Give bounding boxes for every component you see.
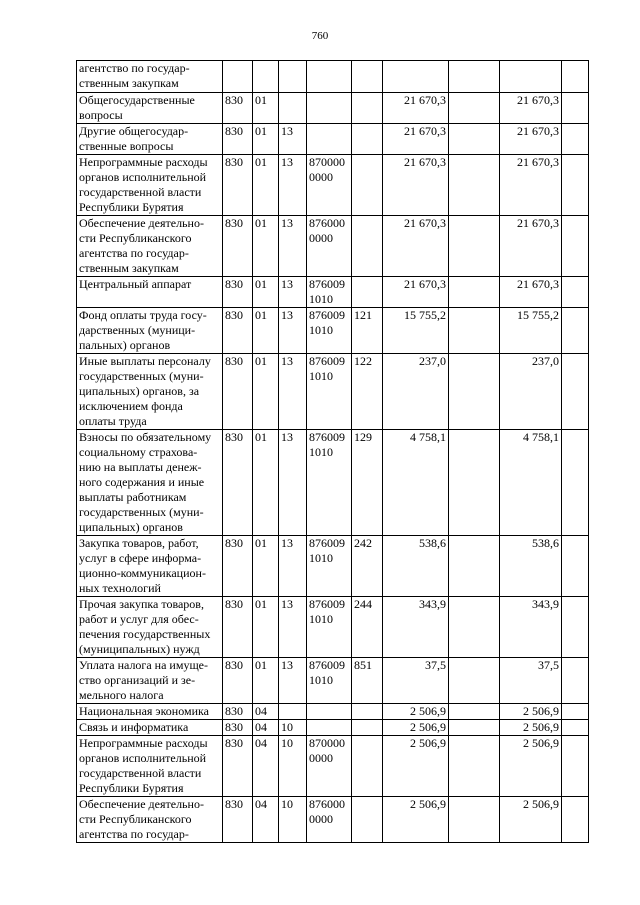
empty-cell xyxy=(449,61,500,93)
gr-cell: 830 xyxy=(223,658,253,704)
gr-cell: 830 xyxy=(223,124,253,155)
vr-cell xyxy=(352,704,383,720)
gr-cell: 830 xyxy=(223,736,253,797)
pr-cell: 13 xyxy=(279,216,307,277)
empty-cell xyxy=(562,797,589,843)
empty-cell xyxy=(562,124,589,155)
csr-cell: 870000 0000 xyxy=(307,736,352,797)
gr-cell: 830 xyxy=(223,430,253,536)
amount-total-cell: 21 670,3 xyxy=(500,93,562,124)
amount-total-cell: 37,5 xyxy=(500,658,562,704)
vr-cell: 851 xyxy=(352,658,383,704)
empty-cell xyxy=(449,124,500,155)
amount-total-cell: 4 758,1 xyxy=(500,430,562,536)
empty-cell xyxy=(449,430,500,536)
rz-cell: 01 xyxy=(253,155,279,216)
empty-cell xyxy=(562,720,589,736)
row-name-cell: Национальная экономика xyxy=(77,704,223,720)
row-name-cell: агентство по государ- ственным закупкам xyxy=(77,61,223,93)
empty-cell xyxy=(562,736,589,797)
csr-cell: 876000 0000 xyxy=(307,216,352,277)
empty-cell xyxy=(449,736,500,797)
vr-cell xyxy=(352,124,383,155)
pr-cell: 13 xyxy=(279,354,307,430)
amount-total-cell: 21 670,3 xyxy=(500,216,562,277)
gr-cell: 830 xyxy=(223,354,253,430)
vr-cell xyxy=(352,216,383,277)
csr-cell: 876000 0000 xyxy=(307,797,352,843)
vr-cell xyxy=(352,736,383,797)
pr-cell xyxy=(279,61,307,93)
vr-cell xyxy=(352,93,383,124)
table-row xyxy=(77,354,589,430)
csr-cell xyxy=(307,124,352,155)
rz-cell: 01 xyxy=(253,597,279,658)
pr-cell: 13 xyxy=(279,430,307,536)
amount-total-cell: 21 670,3 xyxy=(500,277,562,308)
row-name-cell: Другие общегосудар- ственные вопросы xyxy=(77,124,223,155)
amount-cell: 21 670,3 xyxy=(383,155,449,216)
empty-cell xyxy=(562,155,589,216)
empty-cell xyxy=(449,658,500,704)
amount-total-cell: 21 670,3 xyxy=(500,155,562,216)
amount-cell: 2 506,9 xyxy=(383,736,449,797)
amount-cell: 237,0 xyxy=(383,354,449,430)
amount-total-cell: 2 506,9 xyxy=(500,720,562,736)
table-body xyxy=(77,61,589,843)
pr-cell: 13 xyxy=(279,536,307,597)
csr-cell xyxy=(307,93,352,124)
empty-cell xyxy=(562,430,589,536)
amount-total-cell: 21 670,3 xyxy=(500,124,562,155)
csr-cell: 876009 1010 xyxy=(307,597,352,658)
pr-cell: 13 xyxy=(279,658,307,704)
row-name-cell: Уплата налога на имуще- ство организаций и зе- мельного налога xyxy=(77,658,223,704)
row-name-cell: Фонд оплаты труда госу- дарственных (муници- пальных) органов xyxy=(77,308,223,354)
empty-cell xyxy=(449,536,500,597)
csr-cell: 876009 1010 xyxy=(307,536,352,597)
row-name-cell: Закупка товаров, работ, услуг в сфере информа- ционно-коммуникацион- ных технологий xyxy=(77,536,223,597)
gr-cell xyxy=(223,61,253,93)
amount-cell xyxy=(383,61,449,93)
empty-cell xyxy=(562,93,589,124)
empty-cell xyxy=(562,704,589,720)
empty-cell xyxy=(449,704,500,720)
row-name-cell: Общегосударственные вопросы xyxy=(77,93,223,124)
rz-cell: 01 xyxy=(253,277,279,308)
pr-cell xyxy=(279,704,307,720)
csr-cell: 876009 1010 xyxy=(307,658,352,704)
amount-cell: 21 670,3 xyxy=(383,124,449,155)
budget-table xyxy=(76,60,589,843)
rz-cell: 04 xyxy=(253,797,279,843)
row-name-cell: Взносы по обязательному социальному страхова- нию на выплаты денеж- ного содержания и иные выплаты работникам государственных (муни- ципальных) органов xyxy=(77,430,223,536)
empty-cell xyxy=(449,308,500,354)
rz-cell xyxy=(253,61,279,93)
gr-cell: 830 xyxy=(223,704,253,720)
table-row xyxy=(77,536,589,597)
empty-cell xyxy=(449,93,500,124)
row-name-cell: Непрограммные расходы органов исполнительной государственной власти Республики Бурятия xyxy=(77,736,223,797)
table-row xyxy=(77,597,589,658)
row-name-cell: Связь и информатика xyxy=(77,720,223,736)
vr-cell: 121 xyxy=(352,308,383,354)
csr-cell xyxy=(307,704,352,720)
amount-total-cell: 2 506,9 xyxy=(500,704,562,720)
amount-cell: 2 506,9 xyxy=(383,704,449,720)
table-row xyxy=(77,216,589,277)
empty-cell xyxy=(449,797,500,843)
amount-cell: 21 670,3 xyxy=(383,216,449,277)
amount-cell: 2 506,9 xyxy=(383,797,449,843)
pr-cell: 10 xyxy=(279,736,307,797)
rz-cell: 04 xyxy=(253,704,279,720)
table-row xyxy=(77,720,589,736)
amount-cell: 538,6 xyxy=(383,536,449,597)
gr-cell: 830 xyxy=(223,720,253,736)
gr-cell: 830 xyxy=(223,536,253,597)
empty-cell xyxy=(449,354,500,430)
pr-cell: 10 xyxy=(279,797,307,843)
gr-cell: 830 xyxy=(223,216,253,277)
amount-total-cell: 343,9 xyxy=(500,597,562,658)
pr-cell: 13 xyxy=(279,124,307,155)
row-name-cell: Иные выплаты персоналу государственных (муни- ципальных) органов, за исключением фонда оплаты труда xyxy=(77,354,223,430)
amount-cell: 37,5 xyxy=(383,658,449,704)
empty-cell xyxy=(449,277,500,308)
gr-cell: 830 xyxy=(223,597,253,658)
rz-cell: 01 xyxy=(253,536,279,597)
empty-cell xyxy=(562,308,589,354)
table-row xyxy=(77,124,589,155)
rz-cell: 04 xyxy=(253,736,279,797)
amount-cell: 4 758,1 xyxy=(383,430,449,536)
pr-cell: 13 xyxy=(279,308,307,354)
vr-cell: 242 xyxy=(352,536,383,597)
rz-cell: 01 xyxy=(253,430,279,536)
amount-total-cell: 2 506,9 xyxy=(500,797,562,843)
gr-cell: 830 xyxy=(223,277,253,308)
table-row xyxy=(77,658,589,704)
vr-cell: 129 xyxy=(352,430,383,536)
empty-cell xyxy=(449,155,500,216)
vr-cell xyxy=(352,797,383,843)
empty-cell xyxy=(449,597,500,658)
csr-cell: 876009 1010 xyxy=(307,277,352,308)
rz-cell: 01 xyxy=(253,93,279,124)
table-row xyxy=(77,155,589,216)
csr-cell: 876009 1010 xyxy=(307,354,352,430)
amount-total-cell: 538,6 xyxy=(500,536,562,597)
vr-cell xyxy=(352,720,383,736)
vr-cell xyxy=(352,277,383,308)
empty-cell xyxy=(562,354,589,430)
gr-cell: 830 xyxy=(223,797,253,843)
empty-cell xyxy=(562,216,589,277)
row-name-cell: Прочая закупка товаров, работ и услуг для обес- печения государственных (муниципальных) нужд xyxy=(77,597,223,658)
row-name-cell: Центральный аппарат xyxy=(77,277,223,308)
row-name-cell: Непрограммные расходы органов исполнительной государственной власти Республики Бурятия xyxy=(77,155,223,216)
row-name-cell: Обеспечение деятельно- сти Республиканского агентства по государ- xyxy=(77,797,223,843)
amount-total-cell: 15 755,2 xyxy=(500,308,562,354)
table-row xyxy=(77,61,589,93)
rz-cell: 01 xyxy=(253,354,279,430)
pr-cell xyxy=(279,93,307,124)
rz-cell: 04 xyxy=(253,720,279,736)
table-row xyxy=(77,430,589,536)
vr-cell: 244 xyxy=(352,597,383,658)
amount-cell: 21 670,3 xyxy=(383,93,449,124)
rz-cell: 01 xyxy=(253,658,279,704)
csr-cell xyxy=(307,720,352,736)
amount-cell: 15 755,2 xyxy=(383,308,449,354)
empty-cell xyxy=(562,658,589,704)
row-name-cell: Обеспечение деятельно- сти Республиканского агентства по государ- ственным закупкам xyxy=(77,216,223,277)
pr-cell: 13 xyxy=(279,277,307,308)
csr-cell: 876009 1010 xyxy=(307,308,352,354)
csr-cell: 876009 1010 xyxy=(307,430,352,536)
rz-cell: 01 xyxy=(253,124,279,155)
pr-cell: 13 xyxy=(279,597,307,658)
empty-cell xyxy=(449,720,500,736)
rz-cell: 01 xyxy=(253,308,279,354)
pr-cell: 10 xyxy=(279,720,307,736)
vr-cell: 122 xyxy=(352,354,383,430)
empty-cell xyxy=(562,277,589,308)
table-row xyxy=(77,704,589,720)
amount-total-cell xyxy=(500,61,562,93)
empty-cell xyxy=(562,536,589,597)
table-row xyxy=(77,277,589,308)
pr-cell: 13 xyxy=(279,155,307,216)
rz-cell: 01 xyxy=(253,216,279,277)
vr-cell xyxy=(352,155,383,216)
vr-cell xyxy=(352,61,383,93)
table-row xyxy=(77,797,589,843)
gr-cell: 830 xyxy=(223,155,253,216)
amount-cell: 2 506,9 xyxy=(383,720,449,736)
page-number: 760 xyxy=(311,30,329,42)
table-row xyxy=(77,736,589,797)
amount-total-cell: 237,0 xyxy=(500,354,562,430)
empty-cell xyxy=(562,597,589,658)
csr-cell xyxy=(307,61,352,93)
gr-cell: 830 xyxy=(223,93,253,124)
amount-total-cell: 2 506,9 xyxy=(500,736,562,797)
empty-cell xyxy=(449,216,500,277)
gr-cell: 830 xyxy=(223,308,253,354)
amount-cell: 21 670,3 xyxy=(383,277,449,308)
empty-cell xyxy=(562,61,589,93)
csr-cell: 870000 0000 xyxy=(307,155,352,216)
table-row xyxy=(77,308,589,354)
table-row xyxy=(77,93,589,124)
amount-cell: 343,9 xyxy=(383,597,449,658)
